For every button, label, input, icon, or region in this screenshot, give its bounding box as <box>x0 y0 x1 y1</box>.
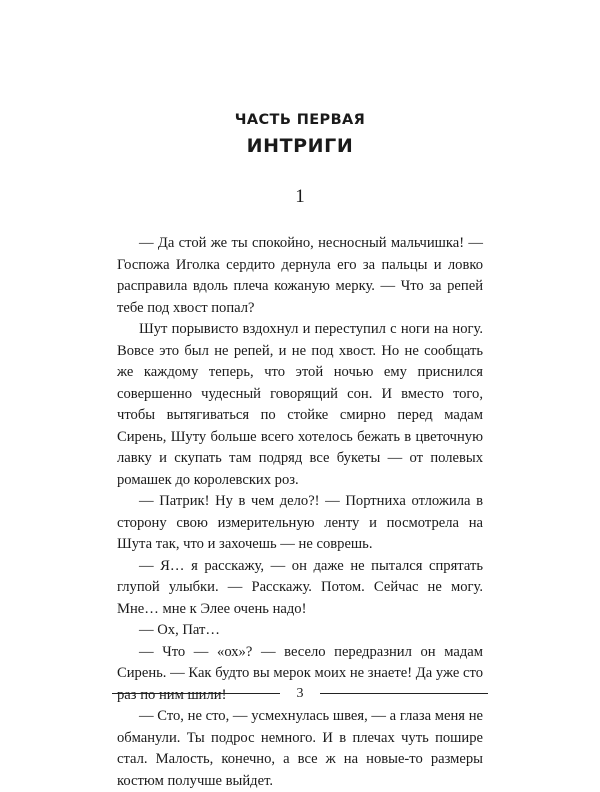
page-number: 3 <box>296 686 304 701</box>
footer-rule-left <box>112 693 280 694</box>
paragraph: — Сто, не сто, — усмехнулась швея, — а глаза меня не обманули. Ты подрос немного. И в плечах чуть пошире стал. Малость, конечно, а все ж на новые-то размеры костюм получше выйдет. <box>117 708 483 789</box>
footer-rule-right <box>320 693 488 694</box>
body-text <box>117 233 483 792</box>
chapter-title: ИНТРИГИ <box>246 135 354 157</box>
page-footer <box>112 684 488 704</box>
chapter-number: 1 <box>295 186 305 207</box>
paragraph: — Да стой же ты спокойно, несносный мальчишка! — Госпожа Иголка сердито дернула его за пальцы и ловко расправила вдоль плеча кожаную мерку. — Что за репей тебе под хвост попал? <box>117 235 483 316</box>
paragraph: — Ох, Пат… <box>139 622 220 638</box>
paragraph: — Что — «ох»? — весело передразнил он мадам Сирень. — Как будто вы мерок моих не знаете! Да уже сто раз по ним шили! <box>117 643 483 703</box>
paragraph: Шут порывисто вздохнул и переступил с ноги на ногу. Вовсе это был не репей, и не под хвост. Но не сообщать же каждому теперь, что этой ночью ему приснился совершенно чудесный говорящий сон. И вместо того, чтобы вытягиваться по стойке смирно перед мадам Сирень, Шуту больше всего хотелось бежать в цветочную лавку и скупать там подряд все букеты — от полевых ромашек до королевских роз. <box>117 321 483 488</box>
paragraph: — Я… я расскажу, — он даже не пытался спрятать глупой улыбки. — Расскажу. Потом. Сейчас не могу. Мне… мне к Элее очень надо! <box>117 557 483 617</box>
part-title: ЧАСТЬ ПЕРВАЯ <box>234 112 366 128</box>
paragraph: — Патрик! Ну в чем дело?! — Портниха отложила в сторону свою измерительную ленту и посмотрела на Шута так, что и захочешь — не соврешь. <box>117 493 483 552</box>
